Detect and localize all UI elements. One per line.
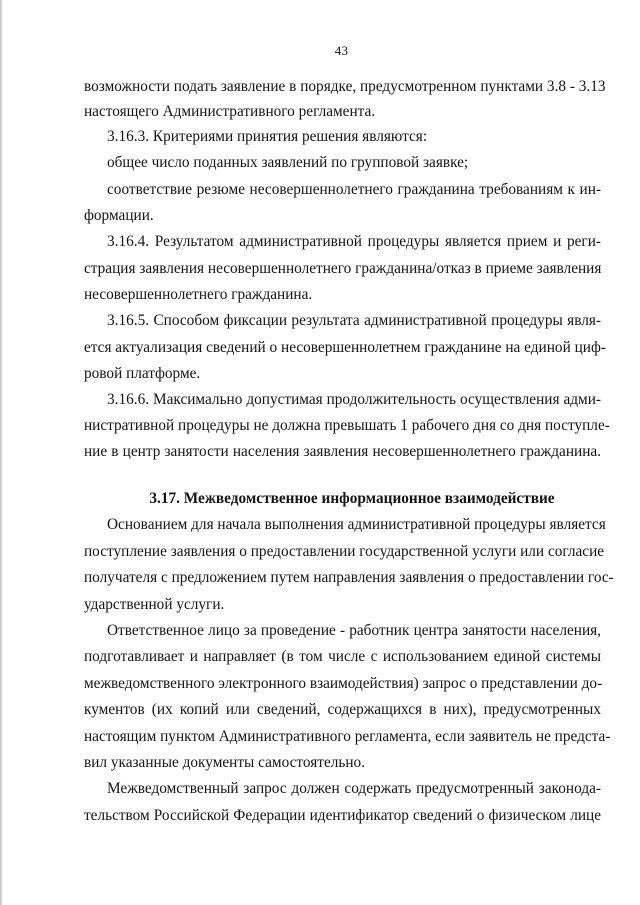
- text-line: ровой платформе.: [84, 365, 201, 382]
- text-line: 3.16.4. Результатом административной процедуры является прием и реги-: [107, 233, 601, 250]
- text-line: настоящего Административного регламента.: [84, 103, 376, 120]
- text-line: межведомственного электронного взаимодействия) запрос о представлении до-: [84, 675, 603, 692]
- text-line: 3.16.3. Критериями принятия решения являются:: [107, 128, 428, 145]
- text-line: 3.16.5. Способом фиксации результата административной процедуры явля-: [107, 312, 601, 329]
- page-number: 43: [334, 43, 349, 58]
- text-line: получателя с предложением путем направления заявления о предоставлении гос-: [84, 569, 614, 586]
- text-line: поступление заявления о предоставлении государственной услуги или согласие: [84, 543, 605, 560]
- text-line: Ответственное лицо за проведение - работник центра занятости населения,: [107, 622, 601, 639]
- text-line: ние в центр занятости населения заявления несовершеннолетнего гражданина.: [84, 443, 601, 460]
- text-line: страция заявления несовершеннолетнего гражданина/отказ в приеме заявления: [84, 260, 602, 277]
- text-line: Межведомственный запрос должен содержать предусмотренный законода-: [107, 780, 601, 797]
- text-line: тельством Российской Федерации идентификатор сведений о физическом лице: [84, 807, 601, 824]
- text-line: подготавливает и направляет (в том числе с использованием единой системы: [84, 648, 601, 665]
- scan-edge: [0, 0, 3, 905]
- text-line: кументов (их копий или сведений, содержащихся в них), предусмотренных: [84, 701, 601, 718]
- text-line: нистративной процедуры не должна превышать 1 рабочего дня со дня поступле-: [84, 417, 610, 434]
- section-heading: 3.17. Межведомственное информационное взаимодействие: [149, 490, 555, 507]
- text-line: соответствие резюме несовершеннолетнего гражданина требованиям к ин-: [107, 181, 601, 198]
- text-line: вил указанные документы самостоятельно.: [84, 754, 366, 771]
- text-line: возможности подать заявление в порядке, предусмотренном пунктами 3.8 - 3.13: [84, 78, 606, 95]
- text-line: ется актуализация сведений о несовершеннолетнем гражданине на единой циф-: [84, 339, 606, 356]
- text-line: настоящим пунктом Административного регламента, если заявитель не предста-: [84, 728, 611, 745]
- text-line: общее число поданных заявлений по групповой заявке;: [107, 154, 469, 171]
- text-line: 3.16.6. Максимально допустимая продолжительность осуществления адми-: [107, 391, 601, 408]
- text-line: формации.: [84, 207, 154, 224]
- text-line: ударственной услуги.: [84, 596, 225, 613]
- text-line: Основанием для начала выполнения административной процедуры является: [107, 516, 606, 533]
- text-line: несовершеннолетнего гражданина.: [84, 286, 313, 303]
